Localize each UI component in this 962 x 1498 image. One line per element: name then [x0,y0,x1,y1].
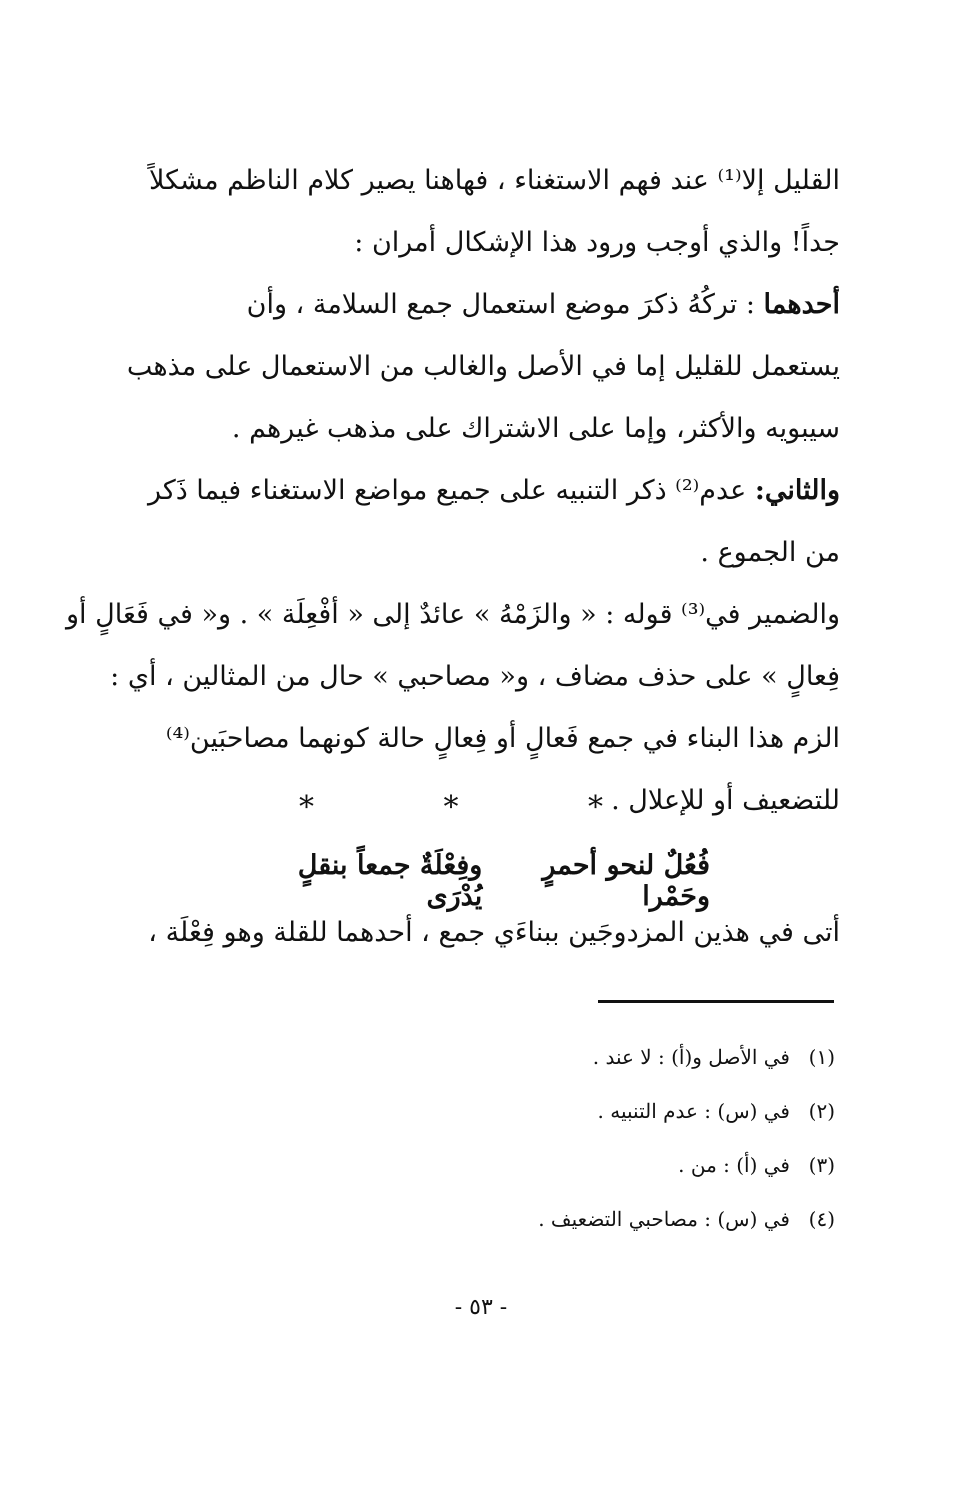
text-line: فِعالٍ » على حذف مضاف ، و« مصاحبي » حال من المثالين ، أي : [110,661,840,692]
footnote-number: (١) [808,1045,835,1069]
text-line: للتضعيف أو للإعلال . [611,785,840,816]
footnote-text: في الأصل و(أ) : لا عند . [592,1045,790,1069]
verse-hemistich-left: وفِعْلَةٌ جمعاً بنقلٍ يُدْرَى [297,850,483,912]
footnote-item [300,1138,835,1192]
text-line: القليل إلا⁽¹⁾ عند فهم الاستغناء ، فهاهنا يصير كلام الناظم مشكلاً [149,165,840,196]
footnote-divider [598,1000,834,1003]
text-line-rest: عدم⁽²⁾ ذكر التنبيه على جميع مواضع الاستغناء فيما ذَكر [147,475,755,506]
footnote-item [300,1192,835,1246]
footnotes [300,1030,835,1246]
text-line: الزم هذا البناء في جمع فَعالٍ أو فِعالٍ حالة كونهما مصاحبَين⁽⁴⁾ [165,723,840,754]
poetry-verse [250,850,710,912]
section-divider-stars: * * * [298,790,664,825]
text-line: سيبويه والأكثر، وإما على الاشتراك على مذهب غيرهم . [231,413,840,444]
bold-lead: أحدهما [763,289,840,320]
footnote-number: (٣) [808,1153,835,1177]
text-line: جداً! والذي أوجب ورود هذا الإشكال أمران : [354,227,840,258]
commentary-line: أتى في هذين المزدوجَين ببناءَي جمع ، أحدهما للقلة وهو فِعْلَة ، [148,917,840,948]
footnote-number: (٢) [808,1099,835,1123]
footnote-number: (٤) [808,1207,835,1231]
text-line: والضمير في⁽³⁾ قوله : « والزَمْهُ » عائدٌ إلى « أفْعِلَة » . و« في فَعَالٍ أو [66,599,840,630]
text-line: يستعمل للقليل إما في الأصل والغالب من الاستعمال على مذهب [126,351,840,382]
footnote-item [300,1084,835,1138]
footnote-item [300,1030,835,1084]
text-line [147,460,840,522]
footnote-text: في (أ) : من . [678,1153,790,1177]
text-line [150,274,840,336]
footnote-text: في (س) : مصاحبي التضعيف . [538,1207,790,1231]
verse-hemistich-right: فُعُلٌ لنحو أحمرٍ وحَمْرا [542,850,710,912]
footnote-text: في (س) : عدم التنبيه . [597,1099,790,1123]
bold-lead: والثاني: [754,475,840,506]
main-text [66,150,840,832]
text-line-rest: : تركُهُ ذكرَ موضع استعمال جمع السلامة ، وأن [246,289,764,320]
text-line: من الجموع . [700,537,840,568]
page-number: - ٥٣ - [454,1295,508,1320]
